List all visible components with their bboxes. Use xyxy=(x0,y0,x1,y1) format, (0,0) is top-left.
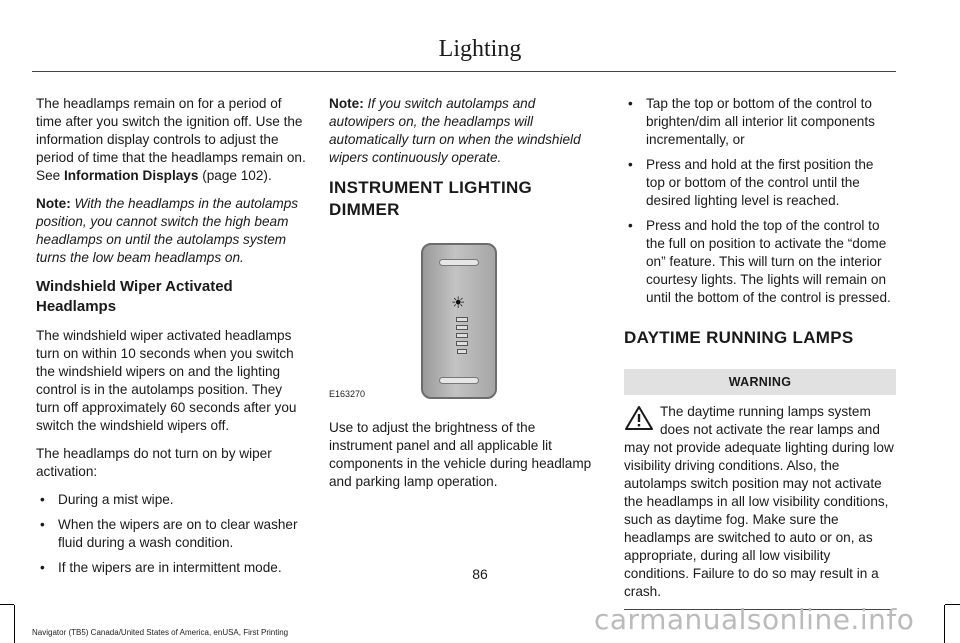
dimmer-top-button xyxy=(439,259,479,266)
crop-mark xyxy=(0,604,14,605)
dimmer-instructions-list xyxy=(624,95,896,307)
dimmer-icon: ☀ xyxy=(451,293,466,312)
dimmer-bottom-button xyxy=(439,377,479,384)
warning-triangle-icon xyxy=(624,405,654,431)
warning-header: WARNING xyxy=(624,369,896,395)
warning-text: The daytime running lamps system does not activate the rear lamps and may not provide adequate lighting during low visibility driving conditions. Also, the autolamps switch position may not activate the headlamps in all low visibility conditions, such as daytime fog. Make sure the headlamps are switched to auto or on, as appropriate, during all low visibility conditions. Failure to do so may result in a crash. xyxy=(624,404,894,599)
note-autolamps: Note: With the headlamps in the autolamps position, you cannot switch the high beam headlamps on until the autolamps system turns the low beam headlamps on. xyxy=(36,196,299,265)
information-displays-link[interactable]: Information Displays xyxy=(63,168,199,183)
column-3 xyxy=(624,95,896,610)
column-1 xyxy=(36,95,308,584)
dimmer-switch-illustration xyxy=(421,243,497,399)
paragraph-headlamp-delay: The headlamps remain on for a period of time after you switch the ignition off. Use the information display controls to adjust the period of time that the headlamps remain on. See Information Displays (page 102). xyxy=(36,96,306,183)
dimmer-control-figure xyxy=(329,233,601,401)
watermark: carmanualsonline.info xyxy=(594,603,915,636)
list-item: • When the wipers are on to clear washer fluid during a wash condition. xyxy=(40,517,298,550)
crop-mark xyxy=(14,605,15,643)
note-autowipers: Note: If you switch autolamps and autowipers on, the headlamps will automatically turn on when the windshield wipers continuously operate. xyxy=(329,96,581,165)
dimmer-step xyxy=(456,333,468,338)
figure-id: E163270 xyxy=(329,389,366,399)
dimmer-step xyxy=(457,349,467,354)
list-item: • During a mist wipe. xyxy=(40,492,174,507)
page-number: 86 xyxy=(472,566,488,582)
paragraph-wiper-activation: The windshield wiper activated headlamps turn on within 10 seconds when you switch the windshield wipers on and the lighting control is in the autolamps position. They turn off approximately 60 seconds after you switch the windshield wipers off. xyxy=(36,328,297,433)
list-item: • Press and hold the top of the control to the full on position to activate the “dome on” feature. This will turn on the interior courtesy lights. The lights will remain on until the bottom of the control is pressed. xyxy=(628,218,891,305)
dimmer-step xyxy=(456,325,468,330)
section-daytime-running-lamps: DAYTIME RUNNING LAMPS xyxy=(624,328,854,347)
wiper-exception-list xyxy=(36,491,308,577)
page-title: Lighting xyxy=(438,36,522,62)
dimmer-step xyxy=(456,317,468,322)
section-instrument-dimmer: INSTRUMENT LIGHTING DIMMER xyxy=(329,178,533,219)
list-item: • Tap the top or bottom of the control to brighten/dim all interior lit components incrementally, or xyxy=(628,96,875,147)
paragraph-no-activation: The headlamps do not turn on by wiper activation: xyxy=(36,446,272,479)
paragraph-dimmer-use: Use to adjust the brightness of the instrument panel and all applicable lit components in the vehicle during headlamp and parking lamp operation. xyxy=(329,420,592,489)
crop-mark xyxy=(944,605,945,643)
dimmer-step xyxy=(456,341,468,346)
list-item: • If the wipers are in intermittent mode. xyxy=(40,560,282,575)
title-rule xyxy=(32,71,896,72)
column-2 xyxy=(329,95,601,501)
footer-text: Navigator (TB5) Canada/United States of America, enUSA, First Printing xyxy=(32,628,289,637)
list-item: • Press and hold at the first position the top or bottom of the control until the desired lighting level is reached. xyxy=(628,157,874,208)
subheading-wiper-headlamps: Windshield Wiper Activated Headlamps xyxy=(36,278,233,315)
crop-mark xyxy=(945,604,960,605)
